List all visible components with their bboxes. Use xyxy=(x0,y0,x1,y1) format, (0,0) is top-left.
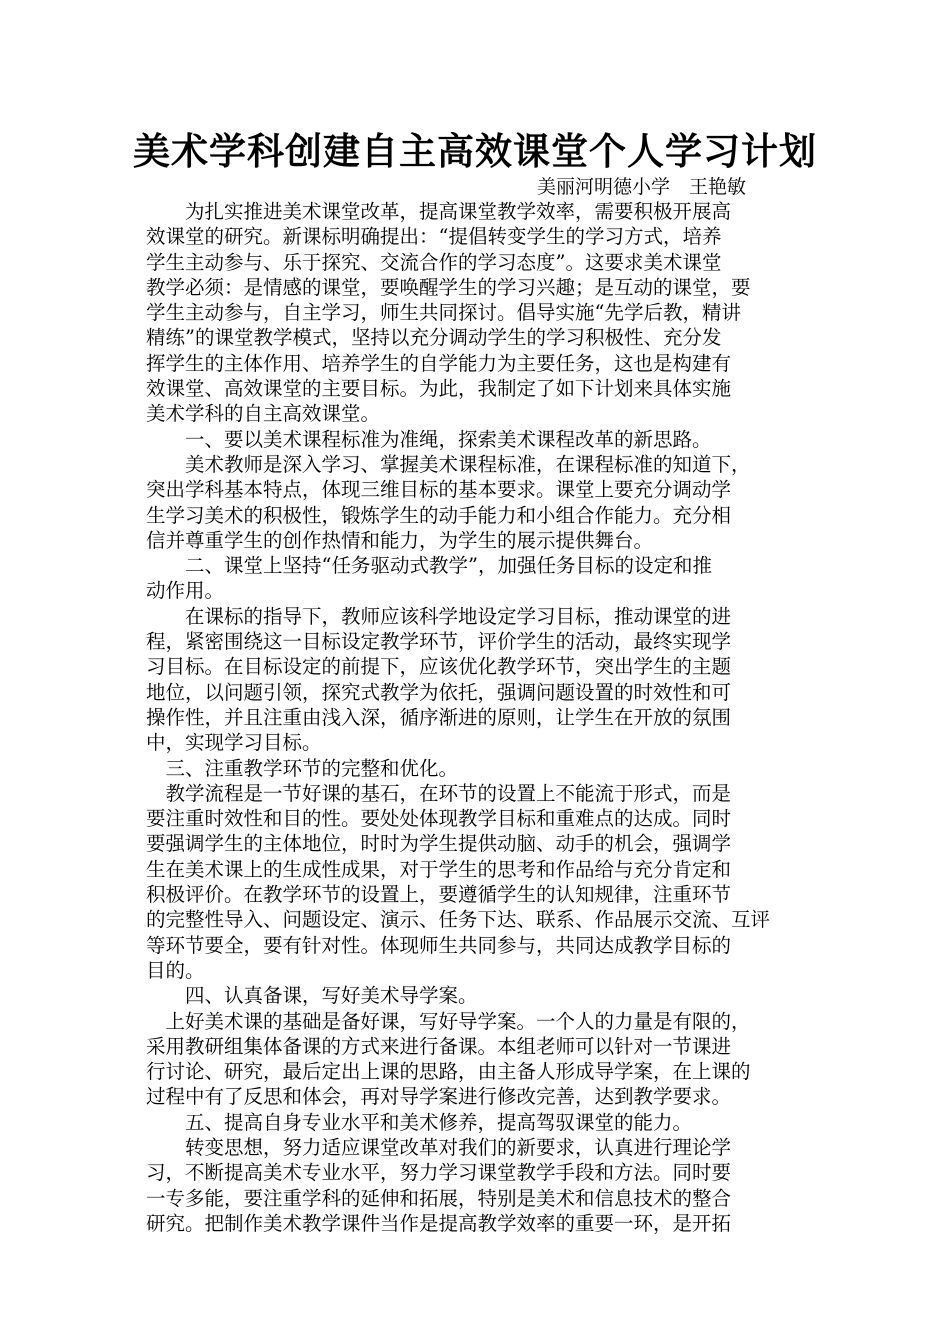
body-text-line: 五、提高自身专业水平和美术修养，提高驾驭课堂的能力。 xyxy=(146,1110,693,1134)
body-text-line: 教学流程是一节好课的基石，在环节的设置上不能流于形式，而是 xyxy=(146,781,732,805)
body-text-line: 在课标的指导下，教师应该科学地设定学习目标，推动课堂的进 xyxy=(146,604,732,628)
body-text-line: 学生主动参与、乐于探究、交流合作的学习态度”。这要求美术课堂 xyxy=(146,250,722,274)
body-text-line: 突出学科基本特点，体现三维目标的基本要求。课堂上要充分调动学 xyxy=(146,478,732,502)
body-text-line: 二、课堂上坚持“任务驱动式教学”，加强任务目标的设定和推 xyxy=(146,554,712,578)
document-body xyxy=(146,199,822,1236)
body-text-line: 生学习美术的积极性，锻炼学生的动手能力和小组合作能力。充分相 xyxy=(146,503,732,527)
body-text-line: 生在美术课上的生成性成果，对于学生的思考和作品给与充分肯定和 xyxy=(146,857,732,881)
body-text-line: 效课堂、高效课堂的主要目标。为此，我制定了如下计划来具体实施 xyxy=(146,377,732,401)
body-text-line: 美术教师是深入学习、掌握美术课程标准，在课程标准的知道下， xyxy=(146,452,751,476)
body-text-line: 挥学生的主体作用、培养学生的自学能力为主要任务，这也是构建有 xyxy=(146,351,732,375)
body-text-line: 精练”的课堂教学模式，坚持以充分调动学生的学习积极性、充分发 xyxy=(146,326,722,350)
body-text-line: 行讨论、研究，最后定出上课的思路，由主备人形成导学案，在上课的 xyxy=(146,1060,751,1084)
body-text-line: 研究。把制作美术教学课件当作是提高教学效率的重要一环，是开拓 xyxy=(146,1211,732,1235)
body-text-line: 程，紧密围绕这一目标设定教学环节，评价学生的活动，最终实现学 xyxy=(146,630,732,654)
author-line: 美丽河明德小学 王艳敏 xyxy=(537,176,747,198)
body-text-line: 三、注重教学环节的完整和优化。 xyxy=(146,756,459,780)
body-text-line: 积极评价。在教学环节的设置上，要遵循学生的认知规律，注重环节 xyxy=(146,883,732,907)
body-text-line: 为扎实推进美术课堂改革，提高课堂教学效率，需要积极开展高 xyxy=(146,200,732,223)
body-text-line: 习，不断提高美术专业水平，努力学习课堂教学手段和方法。同时要 xyxy=(146,1161,732,1185)
body-text-line: 习目标。在目标设定的前提下，应该优化教学环节，突出学生的主题 xyxy=(146,655,732,679)
body-text-line: 要注重时效性和目的性。要处处体现教学目标和重难点的达成。同时 xyxy=(146,807,732,831)
body-text-line: 动作用。 xyxy=(146,579,225,603)
body-text-line: 美术学科的自主高效课堂。 xyxy=(146,402,381,426)
body-text-line: 的完整性导入、问题设定、演示、任务下达、联系、作品展示交流、互评 xyxy=(146,908,771,932)
body-text-line: 操作性，并且注重由浅入深，循序渐进的原则，让学生在开放的氛围 xyxy=(146,705,732,729)
body-text-line: 转变思想，努力适应课堂改革对我们的新要求，认真进行理论学 xyxy=(146,1135,732,1159)
body-text-line: 上好美术课的基础是备好课，写好导学案。一个人的力量是有限的， xyxy=(146,1009,751,1033)
body-text-line: 学生主动参与，自主学习，师生共同探讨。倡导实施“先学后教，精讲 xyxy=(146,301,741,325)
body-text-line: 效课堂的研究。新课标明确提出：“提倡转变学生的学习方式，培养 xyxy=(146,225,722,249)
body-text-line: 信并尊重学生的创作热情和能力，为学生的展示提供舞台。 xyxy=(146,528,654,552)
body-text-line: 目的。 xyxy=(146,958,205,982)
document-title: 美术学科创建自主高效课堂个人学习计划 xyxy=(133,130,817,173)
body-text-line: 教学必须：是情感的课堂，要唤醒学生的学习兴趣；是互动的课堂，要 xyxy=(146,275,751,299)
body-text-line: 一、要以美术课程标准为准绳，探索美术课程改革的新思路。 xyxy=(146,427,712,451)
body-text-line: 中，实现学习目标。 xyxy=(146,731,322,755)
body-text-line: 等环节要全，要有针对性。体现师生共同参与，共同达成教学目标的 xyxy=(146,933,732,957)
body-text-line: 要强调学生的主体地位，时时为学生提供动脑、动手的机会，强调学 xyxy=(146,832,732,856)
body-text-line: 过程中有了反思和体会，再对导学案进行修改完善，达到教学要求。 xyxy=(146,1085,732,1109)
body-text-line: 四、认真备课，写好美术导学案。 xyxy=(146,984,478,1008)
body-text-line: 地位，以问题引领，探究式教学为依托，强调问题设置的时效性和可 xyxy=(146,680,732,704)
body-text-line: 一专多能，要注重学科的延伸和拓展，特别是美术和信息技术的整合 xyxy=(146,1186,732,1210)
body-text-line: 采用教研组集体备课的方式来进行备课。本组老师可以针对一节课进 xyxy=(146,1034,732,1058)
